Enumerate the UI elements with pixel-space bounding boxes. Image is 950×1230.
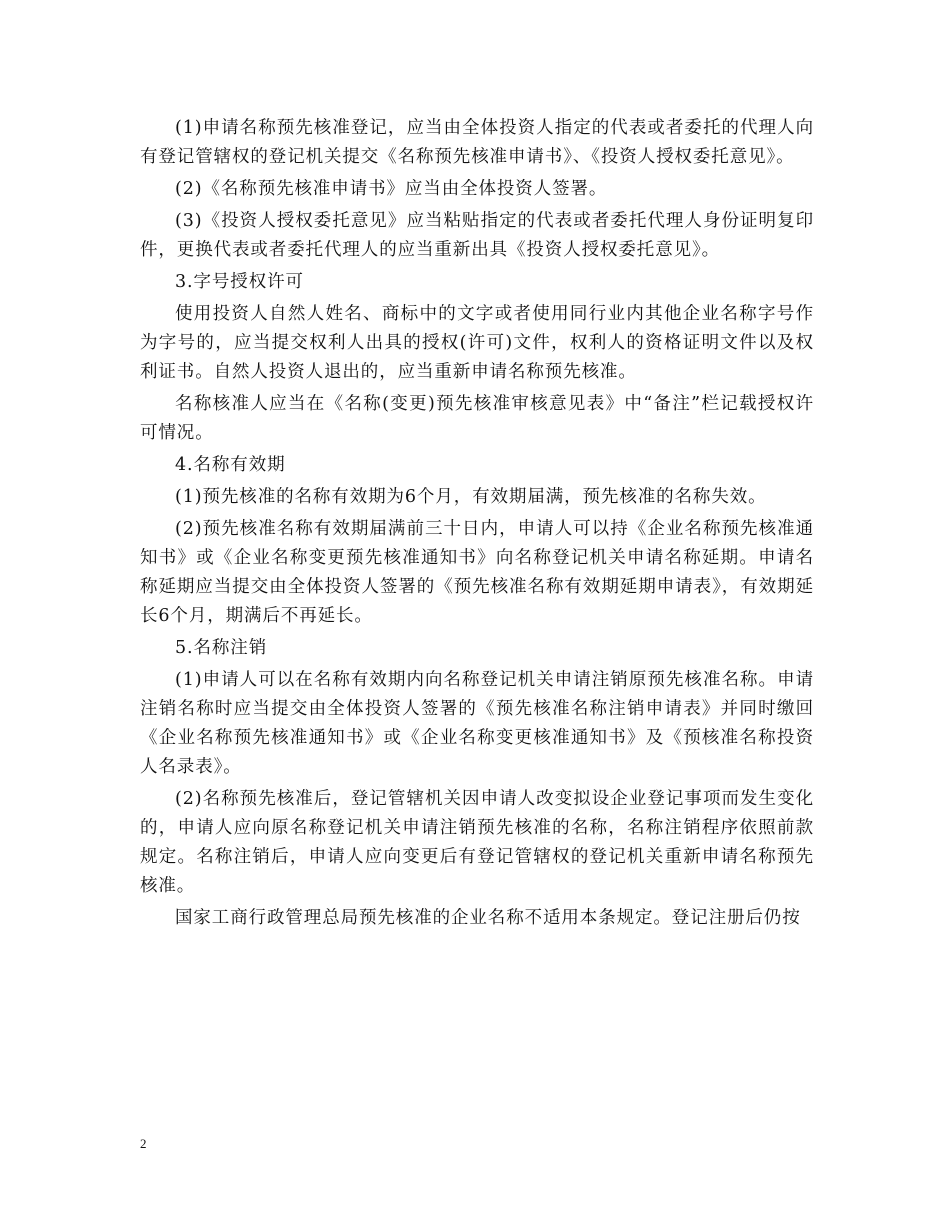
paragraph-13: 国家工商行政管理总局预先核准的企业名称不适用本条规定。登记注册后仍按 — [175, 908, 801, 928]
paragraph-8: (1)预先核准的名称有效期为6个月，有效期届满，预先核准的名称失效。 — [175, 487, 767, 507]
paragraph-6: 名称核准人应当在《名称(变更)预先核准审核意见表》中“备注”栏记载授权许可情况。 — [140, 394, 814, 443]
paragraph-9: (2)预先核准名称有效期届满前三十日内，申请人可以持《企业名称预先核准通知书》或《企业名称变更预先核准通知书》向名称登记机关申请名称延期。申请名称延期应当提交由全体投资人签署的《预先核准名称有效期延期申请表》，有效期延长6个月，期满后不再延长。 — [140, 519, 814, 626]
section-heading-3: 3.字号授权许可 — [175, 272, 304, 292]
paragraph-5: 使用投资人自然人姓名、商标中的文字或者使用同行业内其他企业名称字号作为字号的，应当提交权利人出具的授权(许可)文件，权利人的资格证明文件以及权利证书。自然人投资人退出的，应当重新申请名称预先核准。 — [140, 304, 814, 382]
paragraph-12: (2)名称预先核准后，登记管辖机关因申请人改变拟设企业登记事项而发生变化的，申请人应向原名称登记机关申请注销预先核准的名称，名称注销程序依照前款规定。名称注销后，申请人应向变更后有登记管辖权的登记机关重新申请名称预先核准。 — [140, 789, 814, 896]
section-heading-4: 4.名称有效期 — [175, 455, 286, 475]
paragraph-1: (1)申请名称预先核准登记，应当由全体投资人指定的代表或者委托的代理人向有登记管辖权的登记机关提交《名称预先核准申请书》、《投资人授权委托意见》。 — [140, 118, 814, 167]
page-number: 2 — [140, 1136, 147, 1151]
section-heading-5: 5.名称注销 — [175, 638, 268, 658]
document-body — [140, 114, 814, 936]
paragraph-2: (2)《名称预先核准申请书》应当由全体投资人签署。 — [175, 179, 608, 199]
paragraph-11: (1)申请人可以在名称有效期内向名称登记机关申请注销原预先核准名称。申请注销名称时应当提交由全体投资人签署的《预先核准名称注销申请表》并同时缴回《企业名称预先核准通知书》或《企业名称变更核准通知书》及《预核准名称投资人名录表》。 — [140, 670, 814, 777]
paragraph-3: (3)《投资人授权委托意见》应当粘贴指定的代表或者委托代理人身份证明复印件，更换代表或者委托代理人的应当重新出具《投资人授权委托意见》。 — [140, 211, 814, 260]
